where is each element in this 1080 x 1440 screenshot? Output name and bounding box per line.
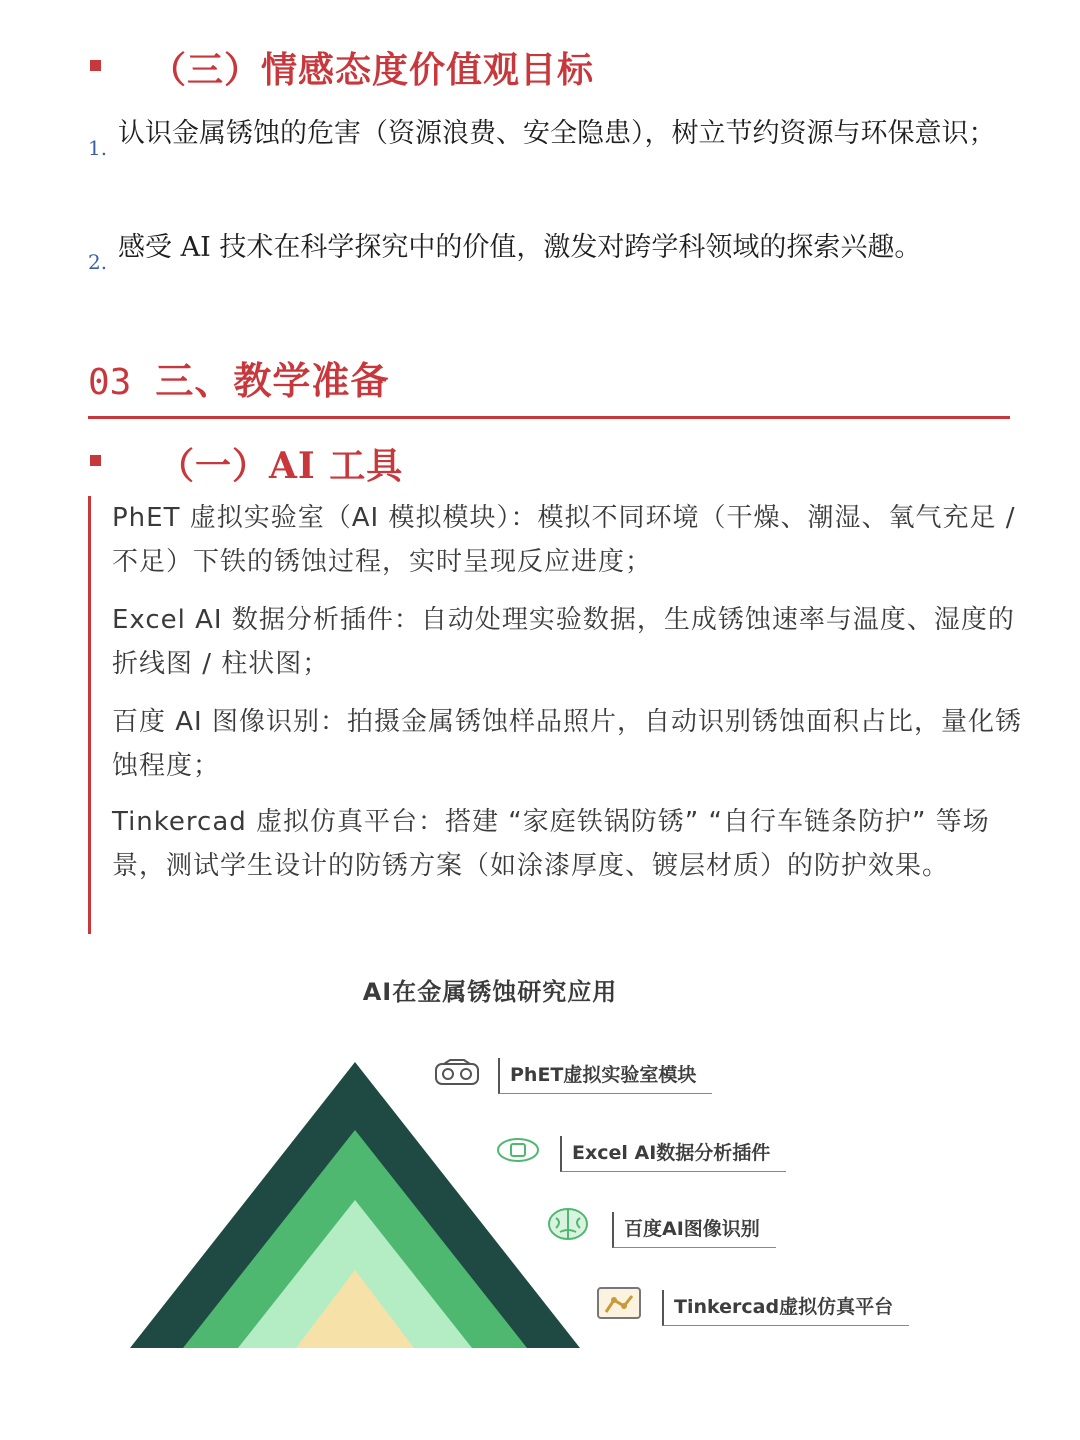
tool-paragraph-excel: Excel AI 数据分析插件：自动处理实验数据，生成锈蚀速率与温度、湿度的折线图 / 柱状图；: [112, 605, 1015, 679]
section-number: 03: [88, 362, 132, 403]
tool-paragraph-tinkercad: Tinkercad 虚拟仿真平台：搭建 “家庭铁锅防锈” “自行车链条防护” 等场景，测试学生设计的防锈方案（如涂漆厚度、镀层材质）的防护效果。: [112, 807, 990, 881]
list-text: 感受 AI 技术在科学探究中的价值，激发对跨学科领域的探索兴趣。: [118, 232, 922, 263]
vr-headset-icon: [436, 1060, 478, 1084]
tool-paragraph-phet: PhET 虚拟实验室（AI 模拟模块）：模拟不同环境（干燥、潮湿、氧气充足 / 不足）下铁的锈蚀过程，实时呈现反应进度；: [112, 503, 1016, 577]
diagram-title: AI在金属锈蚀研究应用: [362, 978, 618, 1006]
list-number: 2.: [88, 250, 108, 274]
affective-goals-heading: （三）情感态度价值观目标: [150, 49, 595, 91]
section-title: 三、教学准备: [155, 358, 390, 403]
list-number: 1.: [88, 136, 108, 160]
robot-arm-icon: [598, 1288, 640, 1318]
list-text: 认识金属锈蚀的危害（资源浪费、安全隐患），树立节约资源与环保意识；: [118, 118, 996, 149]
layer-label-phet: PhET虚拟实验室模块: [498, 1058, 712, 1094]
layer-label-baidu: 百度AI图像识别: [612, 1212, 776, 1248]
layer-label-tinkercad: Tinkercad虚拟仿真平台: [662, 1290, 909, 1326]
layer-label-excel: Excel AI数据分析插件: [560, 1136, 786, 1172]
brain-icon: [549, 1209, 587, 1239]
brain-chip-icon: [498, 1139, 538, 1161]
tool-paragraph-baidu: 百度 AI 图像识别：拍摄金属锈蚀样品照片，自动识别锈蚀面积占比，量化锈蚀程度；: [112, 707, 1022, 781]
ai-tools-heading: （一）AI 工具: [158, 445, 404, 487]
